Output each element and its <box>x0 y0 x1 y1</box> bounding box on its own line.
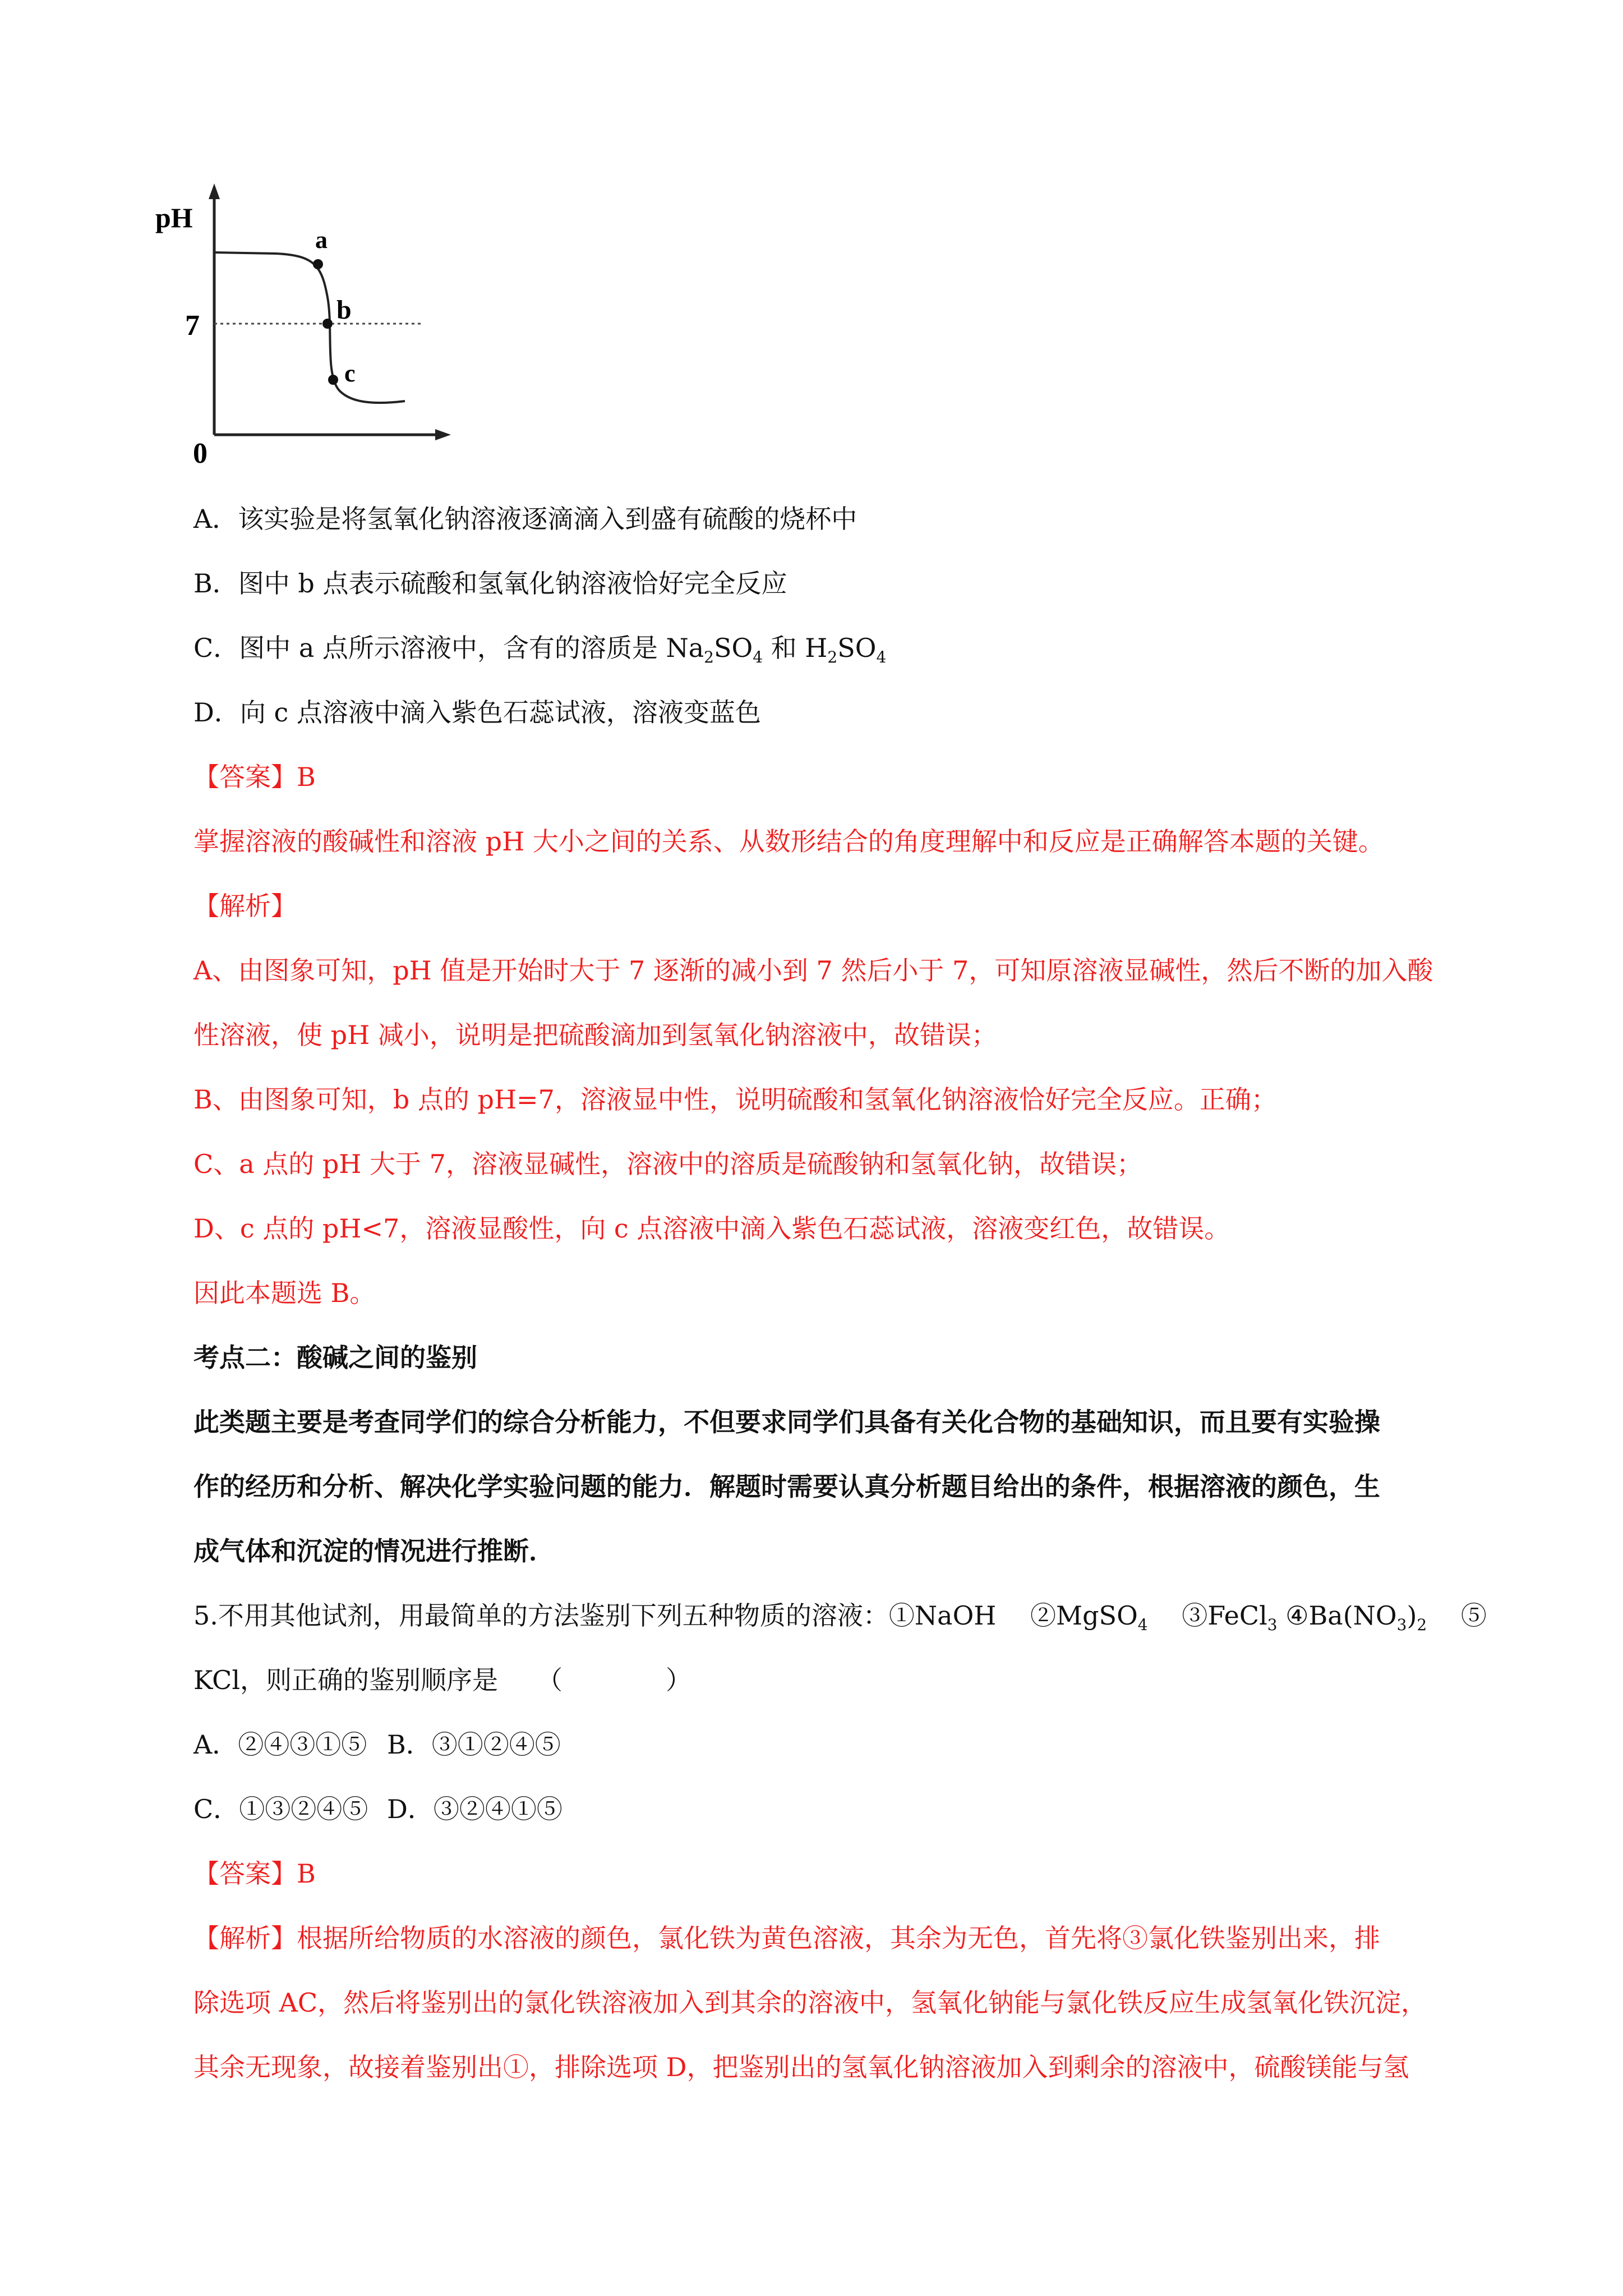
q5-answer: 【答案】B <box>193 1858 316 1889</box>
section-intro-line: 此类题主要是考查同学们的综合分析能力，不但要求同学们具备有关化合物的基础知识，而且要有实验操 <box>193 1407 1380 1437</box>
y-axis-label: pH <box>155 202 193 233</box>
q5-stem-line2: KCl，则正确的鉴别顺序是 （ ） <box>193 1665 692 1695</box>
formula-part: SO <box>714 633 753 663</box>
q4-option-c <box>193 631 886 674</box>
subscript: 2 <box>1417 1616 1427 1634</box>
subscript: 3 <box>1267 1616 1278 1634</box>
q5-analysis-line: 其余无现象，故接着鉴别出①，排除选项 D，把鉴别出的氢氧化钠溶液加入到剩余的溶液中，硫酸镁能与氢 <box>193 2052 1409 2082</box>
q4-note: 掌握溶液的酸碱性和溶液 pH 大小之间的关系、从数形结合的角度理解中和反应是正确解答本题的关键。 <box>193 826 1384 857</box>
subscript: 2 <box>827 648 838 666</box>
q5-stem-text: ) <box>1407 1600 1417 1631</box>
formula-part: 和 H <box>763 633 828 663</box>
point-a-label: a <box>315 226 328 254</box>
q5-stem-text: 5.不用其他试剂，用最简单的方法鉴别下列五种物质的溶液：①NaOH ②MgSO <box>193 1600 1138 1631</box>
q5-option-d: D．③②④①⑤ <box>387 1794 562 1824</box>
q5-option-b: B．③①②④⑤ <box>387 1729 561 1760</box>
section-title: 考点二：酸碱之间的鉴别 <box>193 1342 477 1373</box>
point-c-dot <box>328 375 338 385</box>
ph-curve <box>214 252 405 403</box>
q4-analysis-line: 性溶液，使 pH 减小，说明是把硫酸滴加到氢氧化钠溶液中，故错误； <box>193 1020 997 1050</box>
q4-analysis-line: C、a 点的 pH 大于 7，溶液显碱性，溶液中的溶质是硫酸钠和氢氧化钠，故错误； <box>193 1149 1142 1179</box>
subscript: 4 <box>1137 1616 1148 1634</box>
q5-stem-text: ⑤ <box>1427 1600 1487 1631</box>
formula-part: SO <box>837 633 877 663</box>
q4-analysis-line: B、由图象可知，b 点的 pH=7，溶液显中性，说明硫酸和氢氧化钠溶液恰好完全反应。正确； <box>193 1084 1277 1115</box>
origin-label: 0 <box>193 438 208 468</box>
q5-analysis-line: 【解析】根据所给物质的水溶液的颜色，氯化铁为黄色溶液，其余为无色，首先将③氯化铁鉴别出来，排 <box>193 1923 1380 1953</box>
subscript: 4 <box>876 648 887 666</box>
q5-option-c: C．①③②④⑤ <box>193 1794 368 1824</box>
q5-options-row1 <box>193 1728 561 1761</box>
q4-option-d: D．向 c 点溶液中滴入紫色石蕊试液，溶液变蓝色 <box>193 697 761 728</box>
q5-options-row2 <box>193 1792 562 1826</box>
q5-stem-line1 <box>193 1599 1487 1642</box>
q4-analysis-title: 【解析】 <box>193 891 297 921</box>
x-axis-arrow <box>435 429 451 440</box>
y-axis-arrow <box>209 183 220 199</box>
q4-answer: 【答案】B <box>193 762 316 792</box>
q4-analysis-line: A、由图象可知，pH 值是开始时大于 7 逐渐的减小到 7 然后小于 7，可知原溶液显碱性，然后不断的加入酸 <box>193 955 1433 986</box>
q4-option-b: B．图中 b 点表示硫酸和氢氧化钠溶液恰好完全反应 <box>193 568 787 599</box>
tick-7-label: 7 <box>185 310 200 342</box>
q5-stem-text: ④Ba(NO <box>1277 1600 1397 1631</box>
q4-analysis-line: D、c 点的 pH<7，溶液显酸性，向 c 点溶液中滴入紫色石蕊试液，溶液变红色，故错误。 <box>193 1213 1230 1244</box>
point-a-dot <box>313 259 323 269</box>
q5-stem-text: ③FeCl <box>1147 1600 1267 1631</box>
q4-option-a: A．该实验是将氢氧化钠溶液逐滴滴入到盛有硫酸的烧杯中 <box>193 504 857 534</box>
point-c-label: c <box>344 360 356 387</box>
subscript: 2 <box>704 648 714 666</box>
subscript: 4 <box>753 648 763 666</box>
section-intro-line: 成气体和沉淀的情况进行推断． <box>193 1536 555 1566</box>
subscript: 3 <box>1396 1616 1407 1634</box>
point-b-label: b <box>336 295 352 325</box>
section-intro-line: 作的经历和分析、解决化学实验问题的能力．解题时需要认真分析题目给出的条件，根据溶液的颜色，生 <box>193 1471 1380 1502</box>
q4-conclusion: 因此本题选 B。 <box>193 1278 376 1308</box>
q5-option-a: A．②④③①⑤ <box>193 1729 367 1760</box>
q4-option-c-prefix: C．图中 a 点所示溶液中，含有的溶质是 Na <box>193 633 704 663</box>
q5-analysis-line: 除选项 AC，然后将鉴别出的氯化铁溶液加入到其余的溶液中，氢氧化钠能与氯化铁反应生成氢氧化铁沉淀， <box>193 1987 1427 2018</box>
point-b-dot <box>322 319 333 329</box>
ph-curve-figure <box>147 177 461 468</box>
